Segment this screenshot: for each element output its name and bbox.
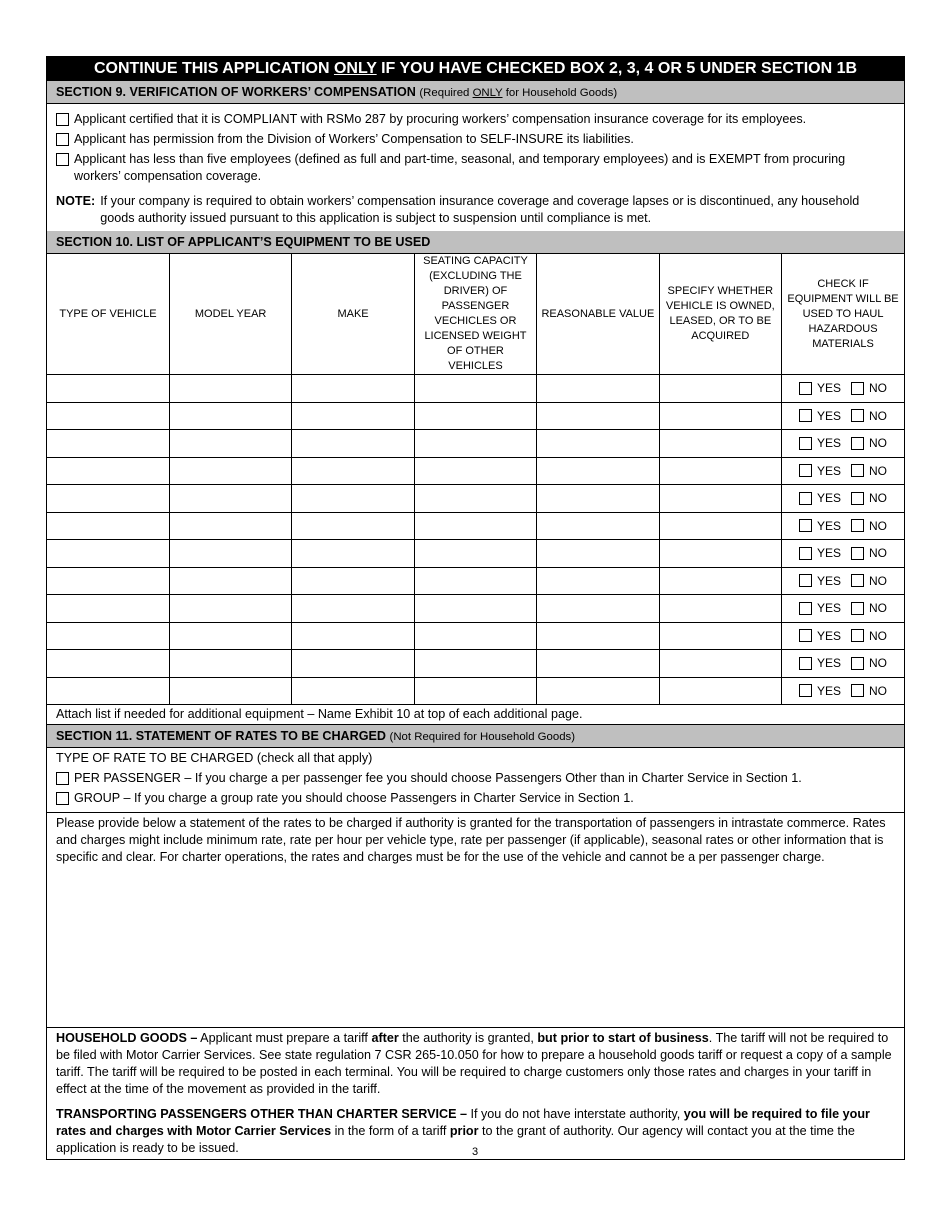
group-label: GROUP – If you charge a group rate you should choose Passengers in Charter Service in Section 1. xyxy=(74,791,634,805)
make-cell[interactable] xyxy=(292,375,414,403)
section10-header xyxy=(47,231,904,254)
col-type-of-vehicle: TYPE OF VEHICLE xyxy=(47,254,169,375)
per-passenger-checkbox[interactable] xyxy=(56,772,69,785)
reasonable-value-cell[interactable] xyxy=(537,457,659,485)
no-checkbox[interactable] xyxy=(851,409,864,422)
model-year-cell[interactable] xyxy=(169,677,291,705)
equipment-table-body xyxy=(47,375,904,705)
type-of-vehicle-cell[interactable] xyxy=(47,512,169,540)
reasonable-value-cell[interactable] xyxy=(537,430,659,458)
reasonable-value-cell[interactable] xyxy=(537,540,659,568)
reasonable-value-cell[interactable] xyxy=(537,567,659,595)
section9-title: SECTION 9. VERIFICATION OF WORKERS’ COMPENSATION xyxy=(56,85,416,99)
seating-capacity-cell[interactable] xyxy=(414,595,536,623)
self-insure-checkbox[interactable] xyxy=(56,133,69,146)
reasonable-value-cell[interactable] xyxy=(537,485,659,513)
yes-label: YES xyxy=(817,546,842,561)
model-year-cell[interactable] xyxy=(169,402,291,430)
yes-checkbox[interactable] xyxy=(799,684,812,697)
hazardous-materials-cell xyxy=(782,402,904,430)
yes-checkbox[interactable] xyxy=(799,437,812,450)
yes-checkbox[interactable] xyxy=(799,492,812,505)
seating-capacity-cell[interactable] xyxy=(414,512,536,540)
ownership-cell[interactable] xyxy=(659,677,781,705)
yes-label: YES xyxy=(817,601,842,616)
exempt-checkbox[interactable] xyxy=(56,153,69,166)
seating-capacity-cell[interactable] xyxy=(414,375,536,403)
ownership-cell[interactable] xyxy=(659,650,781,678)
yes-checkbox[interactable] xyxy=(799,409,812,422)
no-label: NO xyxy=(869,601,888,616)
equipment-table xyxy=(47,254,904,705)
seating-capacity-cell[interactable] xyxy=(414,457,536,485)
table-row xyxy=(47,677,904,705)
hazardous-materials-cell xyxy=(782,375,904,403)
yes-no-group xyxy=(782,436,904,450)
banner-text-post: IF YOU HAVE CHECKED BOX 2, 3, 4 OR 5 UNDER SECTION 1B xyxy=(376,60,858,77)
no-label: NO xyxy=(869,381,888,396)
seating-capacity-cell[interactable] xyxy=(414,677,536,705)
col-model-year: MODEL YEAR xyxy=(169,254,291,375)
no-checkbox[interactable] xyxy=(851,437,864,450)
ownership-cell[interactable] xyxy=(659,595,781,623)
yes-no-group xyxy=(782,519,904,533)
section9-body xyxy=(47,104,904,231)
ownership-cell[interactable] xyxy=(659,485,781,513)
self-insure-option xyxy=(56,131,895,148)
model-year-cell[interactable] xyxy=(169,650,291,678)
group-checkbox[interactable] xyxy=(56,792,69,805)
yes-checkbox[interactable] xyxy=(799,464,812,477)
yes-checkbox[interactable] xyxy=(799,519,812,532)
table-row xyxy=(47,567,904,595)
model-year-cell[interactable] xyxy=(169,540,291,568)
ownership-cell[interactable] xyxy=(659,567,781,595)
rates-instructions: Please provide below a statement of the rates to be charged if authority is granted for the transportation of passengers in intrastate commerce. Rates and charges might include minimum rate, rate per hour per vehicle type, rate per passenger (if applicable), seasonal rates or other information that is specific and clear. For charter operations, the rates and charges must be for the use of the vehicle and cannot be a per passenger charge. xyxy=(56,816,886,864)
no-label: NO xyxy=(869,656,888,671)
ownership-cell[interactable] xyxy=(659,430,781,458)
reasonable-value-cell[interactable] xyxy=(537,677,659,705)
make-cell[interactable] xyxy=(292,512,414,540)
table-row xyxy=(47,485,904,513)
ownership-cell[interactable] xyxy=(659,622,781,650)
group-option xyxy=(56,790,895,807)
model-year-cell[interactable] xyxy=(169,457,291,485)
seating-capacity-cell[interactable] xyxy=(414,567,536,595)
no-label: NO xyxy=(869,436,888,451)
yes-no-group xyxy=(782,574,904,588)
no-label: NO xyxy=(869,573,888,588)
application-form xyxy=(46,56,905,1160)
seating-capacity-cell[interactable] xyxy=(414,402,536,430)
per-passenger-label: PER PASSENGER – If you charge a per passenger fee you should choose Passengers Other than in Charter Service in Section 1. xyxy=(74,771,802,785)
type-of-vehicle-cell[interactable] xyxy=(47,677,169,705)
reasonable-value-cell[interactable] xyxy=(537,512,659,540)
make-cell[interactable] xyxy=(292,622,414,650)
banner-text-emph: ONLY xyxy=(333,60,377,77)
yes-checkbox[interactable] xyxy=(799,547,812,560)
yes-label: YES xyxy=(817,656,842,671)
model-year-cell[interactable] xyxy=(169,512,291,540)
seating-capacity-cell[interactable] xyxy=(414,430,536,458)
rates-statement-field[interactable] xyxy=(47,813,904,1028)
note-text: If your company is required to obtain workers’ compensation insurance coverage and coverage lapses or is discontinued, any household goods authority issued pursuant to this application is subject to suspension until compliance is met. xyxy=(100,194,860,225)
make-cell[interactable] xyxy=(292,402,414,430)
section9-note-block xyxy=(56,193,895,227)
no-label: NO xyxy=(869,463,888,478)
no-label: NO xyxy=(869,518,888,533)
no-checkbox[interactable] xyxy=(851,574,864,587)
section9-header xyxy=(47,81,904,104)
ownership-cell[interactable] xyxy=(659,402,781,430)
yes-no-group xyxy=(782,601,904,615)
yes-checkbox[interactable] xyxy=(799,602,812,615)
table-row xyxy=(47,430,904,458)
col-hazardous-materials: CHECK IF EQUIPMENT WILL BE USED TO HAUL HAZARDOUS MATERIALS xyxy=(782,254,904,375)
section11-header xyxy=(47,725,904,748)
reasonable-value-cell[interactable] xyxy=(537,375,659,403)
type-of-vehicle-cell[interactable] xyxy=(47,430,169,458)
ownership-cell[interactable] xyxy=(659,457,781,485)
exempt-label: Applicant has less than five employees (defined as full and part-time, seasonal, and temporary employees) and is EXEMPT from procuring workers’ compensation coverage. xyxy=(74,152,846,183)
yes-checkbox[interactable] xyxy=(799,382,812,395)
model-year-cell[interactable] xyxy=(169,595,291,623)
section10-title: SECTION 10. LIST OF APPLICANT’S EQUIPMENT TO BE USED xyxy=(56,235,431,249)
yes-no-group xyxy=(782,629,904,643)
make-cell[interactable] xyxy=(292,567,414,595)
yes-checkbox[interactable] xyxy=(799,629,812,642)
no-label: NO xyxy=(869,628,888,643)
yes-checkbox[interactable] xyxy=(799,574,812,587)
compliant-option xyxy=(56,111,895,128)
col-reasonable-value: REASONABLE VALUE xyxy=(537,254,659,375)
col-make: MAKE xyxy=(292,254,414,375)
model-year-cell[interactable] xyxy=(169,622,291,650)
rate-type-block xyxy=(47,748,904,813)
model-year-cell[interactable] xyxy=(169,485,291,513)
no-checkbox[interactable] xyxy=(851,602,864,615)
yes-label: YES xyxy=(817,518,842,533)
type-of-vehicle-cell[interactable] xyxy=(47,402,169,430)
yes-no-group xyxy=(782,491,904,505)
hazardous-materials-cell xyxy=(782,650,904,678)
type-of-vehicle-cell[interactable] xyxy=(47,540,169,568)
make-cell[interactable] xyxy=(292,485,414,513)
compliant-checkbox[interactable] xyxy=(56,113,69,126)
model-year-cell[interactable] xyxy=(169,567,291,595)
yes-label: YES xyxy=(817,491,842,506)
household-goods-paragraph: HOUSEHOLD GOODS – Applicant must prepare a tariff after the authority is granted, but prior to start of business. The tariff will not be required to be filed with Motor Carrier Services. See state regulation 7 CSR 265-10.050 for how to prepare a household goods tariff or request a copy of a sample tariff. The tariff will be required to be posted in each terminal. You will be required to charge customers only those rates and charges in your tariff in effect at the time of the movement as provided in the tariff. xyxy=(56,1031,892,1096)
make-cell[interactable] xyxy=(292,540,414,568)
hazardous-materials-cell xyxy=(782,540,904,568)
yes-label: YES xyxy=(817,408,842,423)
ownership-cell[interactable] xyxy=(659,540,781,568)
reasonable-value-cell[interactable] xyxy=(537,650,659,678)
make-cell[interactable] xyxy=(292,677,414,705)
model-year-cell[interactable] xyxy=(169,375,291,403)
table-row xyxy=(47,595,904,623)
col-seating-capacity: SEATING CAPACITY (EXCLUDING THE DRIVER) OF PASSENGER VECHICLES OR LICENSED WEIGHT OF OTHER VEHICLES xyxy=(414,254,536,375)
no-checkbox[interactable] xyxy=(851,464,864,477)
hazardous-materials-cell xyxy=(782,595,904,623)
yes-label: YES xyxy=(817,381,842,396)
self-insure-label: Applicant has permission from the Division of Workers’ Compensation to SELF-INSURE its liabilities. xyxy=(74,132,634,146)
table-row xyxy=(47,512,904,540)
no-checkbox[interactable] xyxy=(851,657,864,670)
no-checkbox[interactable] xyxy=(851,519,864,532)
model-year-cell[interactable] xyxy=(169,430,291,458)
make-cell[interactable] xyxy=(292,457,414,485)
table-row xyxy=(47,540,904,568)
no-checkbox[interactable] xyxy=(851,629,864,642)
per-passenger-option xyxy=(56,770,895,787)
no-label: NO xyxy=(869,491,888,506)
yes-no-group xyxy=(782,409,904,423)
rate-type-label: TYPE OF RATE TO BE CHARGED (check all that apply) xyxy=(56,751,373,765)
section11-title: SECTION 11. STATEMENT OF RATES TO BE CHARGED xyxy=(56,729,387,743)
seating-capacity-cell[interactable] xyxy=(414,622,536,650)
hazardous-materials-cell xyxy=(782,677,904,705)
yes-no-group xyxy=(782,546,904,560)
yes-no-group xyxy=(782,381,904,395)
seating-capacity-cell[interactable] xyxy=(414,650,536,678)
type-of-vehicle-cell[interactable] xyxy=(47,622,169,650)
ownership-cell[interactable] xyxy=(659,512,781,540)
no-checkbox[interactable] xyxy=(851,684,864,697)
hazardous-materials-cell xyxy=(782,457,904,485)
yes-no-group xyxy=(782,684,904,698)
banner-text-pre: CONTINUE THIS APPLICATION xyxy=(93,60,334,77)
table-row xyxy=(47,402,904,430)
hazardous-materials-cell xyxy=(782,567,904,595)
reasonable-value-cell[interactable] xyxy=(537,595,659,623)
equipment-table-header xyxy=(47,254,904,375)
seating-capacity-cell[interactable] xyxy=(414,540,536,568)
yes-checkbox[interactable] xyxy=(799,657,812,670)
no-label: NO xyxy=(869,683,888,698)
yes-label: YES xyxy=(817,436,842,451)
no-checkbox[interactable] xyxy=(851,492,864,505)
continue-banner xyxy=(47,57,904,81)
no-label: NO xyxy=(869,408,888,423)
seating-capacity-cell[interactable] xyxy=(414,485,536,513)
reasonable-value-cell[interactable] xyxy=(537,402,659,430)
page-number: 3 xyxy=(471,1146,479,1158)
yes-no-group xyxy=(782,656,904,670)
no-checkbox[interactable] xyxy=(851,547,864,560)
yes-label: YES xyxy=(817,628,842,643)
yes-no-group xyxy=(782,464,904,478)
note-label: NOTE: xyxy=(56,194,96,208)
type-of-vehicle-cell[interactable] xyxy=(47,457,169,485)
hazardous-materials-cell xyxy=(782,430,904,458)
col-ownership: SPECIFY WHETHER VEHICLE IS OWNED, LEASED, OR TO BE ACQUIRED xyxy=(659,254,781,375)
no-checkbox[interactable] xyxy=(851,382,864,395)
section9-note: (Required ONLY for Household Goods) xyxy=(419,87,618,99)
hazardous-materials-cell xyxy=(782,622,904,650)
type-of-vehicle-cell[interactable] xyxy=(47,650,169,678)
ownership-cell[interactable] xyxy=(659,375,781,403)
yes-label: YES xyxy=(817,573,842,588)
hazardous-materials-cell xyxy=(782,512,904,540)
compliant-label: Applicant certified that it is COMPLIANT with RSMo 287 by procuring workers’ compensation insurance coverage for its employees. xyxy=(74,112,807,126)
no-label: NO xyxy=(869,546,888,561)
type-of-vehicle-cell[interactable] xyxy=(47,485,169,513)
yes-label: YES xyxy=(817,683,842,698)
reasonable-value-cell[interactable] xyxy=(537,622,659,650)
section11-note: (Not Required for Household Goods) xyxy=(389,731,576,743)
type-of-vehicle-cell[interactable] xyxy=(47,567,169,595)
attach-note: Attach list if needed for additional equipment – Name Exhibit 10 at top of each additional page. xyxy=(47,705,904,725)
make-cell[interactable] xyxy=(292,595,414,623)
table-row xyxy=(47,650,904,678)
exempt-option xyxy=(56,151,895,185)
passengers-paragraph: TRANSPORTING PASSENGERS OTHER THAN CHARTER SERVICE – If you do not have interstate authority, you will be required to file your rates and charges with Motor Carrier Services in the form of a tariff prior to the grant of authority. Our agency will contact you at the time the application is ready to be issued. xyxy=(56,1107,870,1155)
yes-label: YES xyxy=(817,463,842,478)
table-row xyxy=(47,375,904,403)
table-row xyxy=(47,457,904,485)
type-of-vehicle-cell[interactable] xyxy=(47,595,169,623)
make-cell[interactable] xyxy=(292,430,414,458)
make-cell[interactable] xyxy=(292,650,414,678)
type-of-vehicle-cell[interactable] xyxy=(47,375,169,403)
hazardous-materials-cell xyxy=(782,485,904,513)
table-row xyxy=(47,622,904,650)
